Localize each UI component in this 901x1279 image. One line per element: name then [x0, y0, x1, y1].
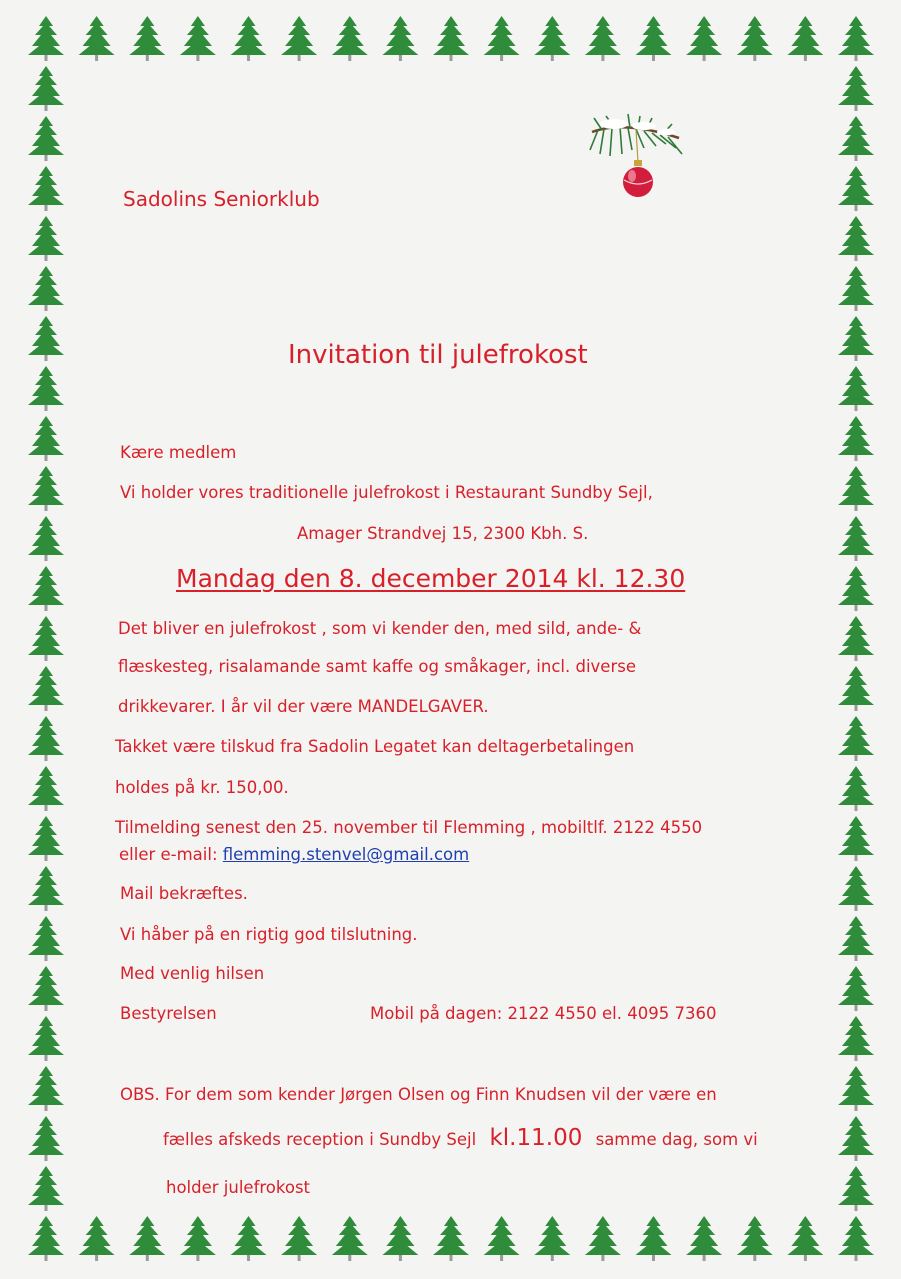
christmas-tree-icon: [231, 16, 267, 61]
christmas-tree-icon: [180, 16, 216, 61]
christmas-tree-icon: [28, 166, 64, 211]
christmas-tree-icon: [28, 16, 64, 61]
christmas-tree-icon: [838, 116, 874, 161]
christmas-tree-icon: [28, 1166, 64, 1211]
club-name: Sadolins Seniorklub: [123, 187, 320, 211]
obs-line-2-end: samme dag, som vi: [595, 1130, 758, 1149]
christmas-tree-icon: [28, 116, 64, 161]
christmas-tree-icon: [838, 566, 874, 611]
christmas-tree-icon: [838, 866, 874, 911]
email-label: eller e-mail:: [119, 845, 223, 864]
christmas-tree-icon: [28, 766, 64, 811]
christmas-tree-icon: [838, 266, 874, 311]
christmas-ornament-icon: [584, 110, 689, 208]
menu-line-1: Det bliver en julefrokost , som vi kender den, med sild, ande- &: [118, 619, 642, 638]
christmas-tree-icon: [838, 166, 874, 211]
christmas-tree-icon: [686, 16, 722, 61]
christmas-tree-icon: [838, 466, 874, 511]
christmas-tree-icon: [28, 1016, 64, 1061]
christmas-tree-icon: [28, 716, 64, 761]
christmas-tree-icon: [28, 866, 64, 911]
obs-line-2: [163, 1125, 758, 1151]
confirm-text: Mail bekræftes.: [120, 884, 248, 903]
christmas-tree-icon: [585, 16, 621, 61]
obs-line-3: holder julefrokost: [166, 1178, 311, 1197]
christmas-tree-icon: [382, 1216, 418, 1261]
christmas-tree-icon: [636, 1216, 672, 1261]
christmas-tree-icon: [433, 16, 469, 61]
christmas-tree-icon: [28, 566, 64, 611]
address: Amager Strandvej 15, 2300 Kbh. S.: [297, 524, 589, 543]
christmas-tree-icon: [838, 416, 874, 461]
payment-line-2: holdes på kr. 150,00.: [115, 778, 289, 797]
christmas-tree-icon: [737, 16, 773, 61]
christmas-tree-icon: [737, 1216, 773, 1261]
christmas-tree-icon: [28, 666, 64, 711]
christmas-tree-icon: [838, 766, 874, 811]
christmas-tree-icon: [332, 1216, 368, 1261]
christmas-tree-icon: [838, 16, 874, 61]
menu-line-3: drikkevarer. I år vil der være MANDELGAVER.: [118, 697, 489, 716]
christmas-tree-icon: [838, 516, 874, 561]
christmas-tree-icon: [28, 66, 64, 111]
christmas-tree-icon: [838, 66, 874, 111]
christmas-tree-icon: [686, 1216, 722, 1261]
christmas-tree-icon: [28, 816, 64, 861]
christmas-tree-icon: [838, 966, 874, 1011]
christmas-tree-icon: [129, 1216, 165, 1261]
christmas-tree-icon: [838, 316, 874, 361]
christmas-tree-icon: [28, 1116, 64, 1161]
christmas-tree-icon: [28, 316, 64, 361]
christmas-tree-icon: [382, 16, 418, 61]
greeting: Kære medlem: [120, 443, 237, 462]
christmas-tree-icon: [484, 16, 520, 61]
christmas-tree-icon: [28, 966, 64, 1011]
christmas-tree-icon: [28, 616, 64, 661]
christmas-tree-icon: [28, 1216, 64, 1261]
christmas-tree-icon: [180, 1216, 216, 1261]
christmas-tree-icon: [838, 1116, 874, 1161]
christmas-tree-icon: [838, 616, 874, 661]
christmas-tree-icon: [433, 1216, 469, 1261]
reception-time: kl.11.00: [489, 1125, 583, 1151]
regards-text: Med venlig hilsen: [120, 964, 265, 983]
email-line: [119, 845, 469, 864]
christmas-tree-icon: [79, 16, 115, 61]
menu-line-2: flæskesteg, risalamande samt kaffe og småkager, incl. diverse: [118, 657, 636, 676]
hope-text: Vi håber på en rigtig god tilslutning.: [120, 925, 418, 944]
christmas-tree-icon: [28, 366, 64, 411]
christmas-tree-icon: [281, 16, 317, 61]
christmas-tree-icon: [838, 1166, 874, 1211]
christmas-tree-icon: [838, 816, 874, 861]
email-link[interactable]: flemming.stenvel@gmail.com: [222, 845, 470, 864]
christmas-tree-icon: [534, 1216, 570, 1261]
christmas-tree-icon: [838, 216, 874, 261]
obs-line-1: OBS. For dem som kender Jørgen Olsen og Finn Knudsen vil der være en: [120, 1085, 717, 1104]
christmas-tree-icon: [838, 716, 874, 761]
christmas-tree-icon: [28, 516, 64, 561]
christmas-tree-icon: [838, 1216, 874, 1261]
registration-line: Tilmelding senest den 25. november til Flemming , mobiltlf. 2122 4550: [115, 818, 703, 837]
event-date-time: Mandag den 8. december 2014 kl. 12.30: [176, 564, 686, 593]
christmas-tree-icon: [129, 16, 165, 61]
christmas-tree-icon: [534, 16, 570, 61]
christmas-tree-icon: [28, 416, 64, 461]
page-title: Invitation til julefrokost: [288, 340, 588, 370]
christmas-tree-icon: [787, 1216, 823, 1261]
christmas-tree-icon: [28, 916, 64, 961]
christmas-tree-icon: [585, 1216, 621, 1261]
christmas-tree-icon: [281, 1216, 317, 1261]
christmas-tree-icon: [636, 16, 672, 61]
christmas-tree-icon: [838, 1066, 874, 1111]
signature: Bestyrelsen: [120, 1004, 217, 1023]
mobile-on-day: Mobil på dagen: 2122 4550 el. 4095 7360: [370, 1004, 717, 1023]
christmas-tree-icon: [79, 1216, 115, 1261]
christmas-tree-icon: [838, 366, 874, 411]
christmas-tree-icon: [787, 16, 823, 61]
intro-text: Vi holder vores traditionelle julefrokost i Restaurant Sundby Sejl,: [120, 483, 653, 502]
christmas-tree-icon: [332, 16, 368, 61]
payment-line-1: Takket være tilskud fra Sadolin Legatet kan deltagerbetalingen: [115, 737, 635, 756]
christmas-tree-icon: [838, 666, 874, 711]
christmas-tree-icon: [28, 216, 64, 261]
christmas-tree-icon: [28, 266, 64, 311]
christmas-tree-icon: [231, 1216, 267, 1261]
christmas-tree-icon: [484, 1216, 520, 1261]
christmas-tree-icon: [838, 1016, 874, 1061]
obs-line-2-start: fælles afskeds reception i Sundby Sejl: [163, 1130, 477, 1149]
christmas-tree-icon: [838, 916, 874, 961]
christmas-tree-icon: [28, 1066, 64, 1111]
christmas-tree-icon: [28, 466, 64, 511]
